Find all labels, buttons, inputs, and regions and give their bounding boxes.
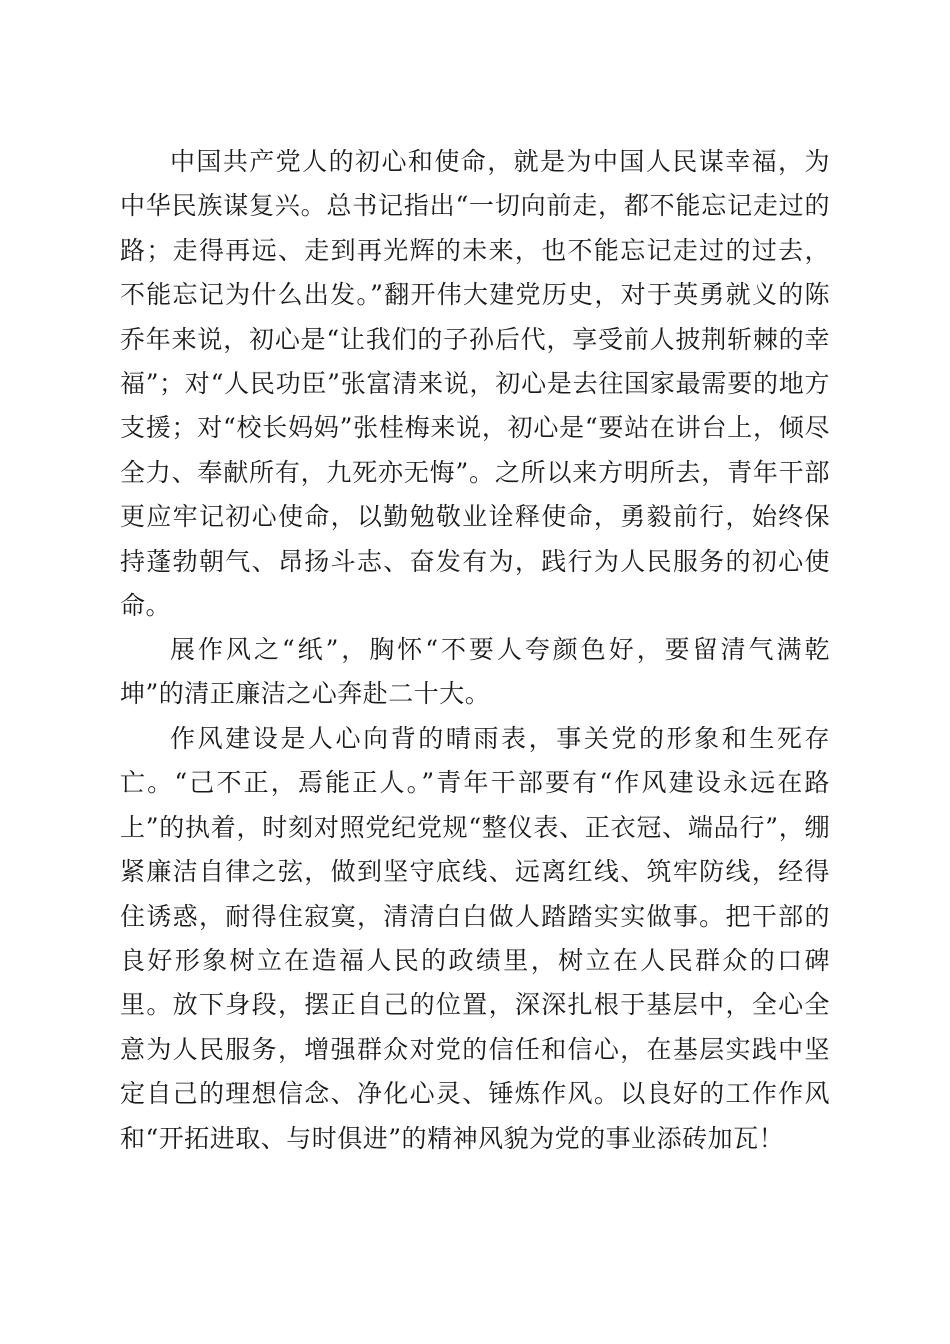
paragraph-style-heading	[120, 628, 830, 717]
paragraph-text: 展作风之“纸”，胸怀“不要人夸颜色好，要留清气满乾坤”的清正廉洁之心奔赴二十大。	[120, 635, 830, 709]
paragraph-style-building	[120, 717, 830, 1161]
paragraph-mission	[120, 140, 830, 628]
paragraph-text: 中国共产党人的初心和使命，就是为中国人民谋幸福，为中华民族谋复兴。总书记指出“一切向前走，都不能忘记走过的路；走得再远、走到再光辉的未来，也不能忘记走过的过去，不能忘记为什么出发。”翻开伟大建党历史，对于英勇就义的陈乔年来说，初心是“让我们的子孙后代，享受前人披荆斩棘的幸福”；对“人民功臣”张富清来说，初心是去往国家最需要的地方支援；对“校长妈妈”张桂梅来说，初心是“要站在讲台上，倾尽全力、奉献所有，九死亦无悔”。之所以来方明所去，青年干部更应牢记初心使命，以勤勉敬业诠释使命，勇毅前行，始终保持蓬勃朝气、昂扬斗志、奋发有为，践行为人民服务的初心使命。	[120, 147, 830, 621]
paragraph-text: 作风建设是人心向背的晴雨表，事关党的形象和生死存亡。“己不正，焉能正人。”青年干部要有“作风建设永远在路上”的执着，时刻对照党纪党规“整仪表、正衣冠、端品行”，绷紧廉洁自律之弦，做到坚守底线、远离红线、筑牢防线，经得住诱惑，耐得住寂寞，清清白白做人踏踏实实做事。把干部的良好形象树立在造福人民的政绩里，树立在人民群众的口碑里。放下身段，摆正自己的位置，深深扎根于基层中，全心全意为人民服务，增强群众对党的信任和信心，在基层实践中坚定自己的理想信念、净化心灵、锤炼作风。以良好的工作作风和“开拓进取、与时俱进”的精神风貌为党的事业添砖加瓦！	[120, 724, 830, 1153]
